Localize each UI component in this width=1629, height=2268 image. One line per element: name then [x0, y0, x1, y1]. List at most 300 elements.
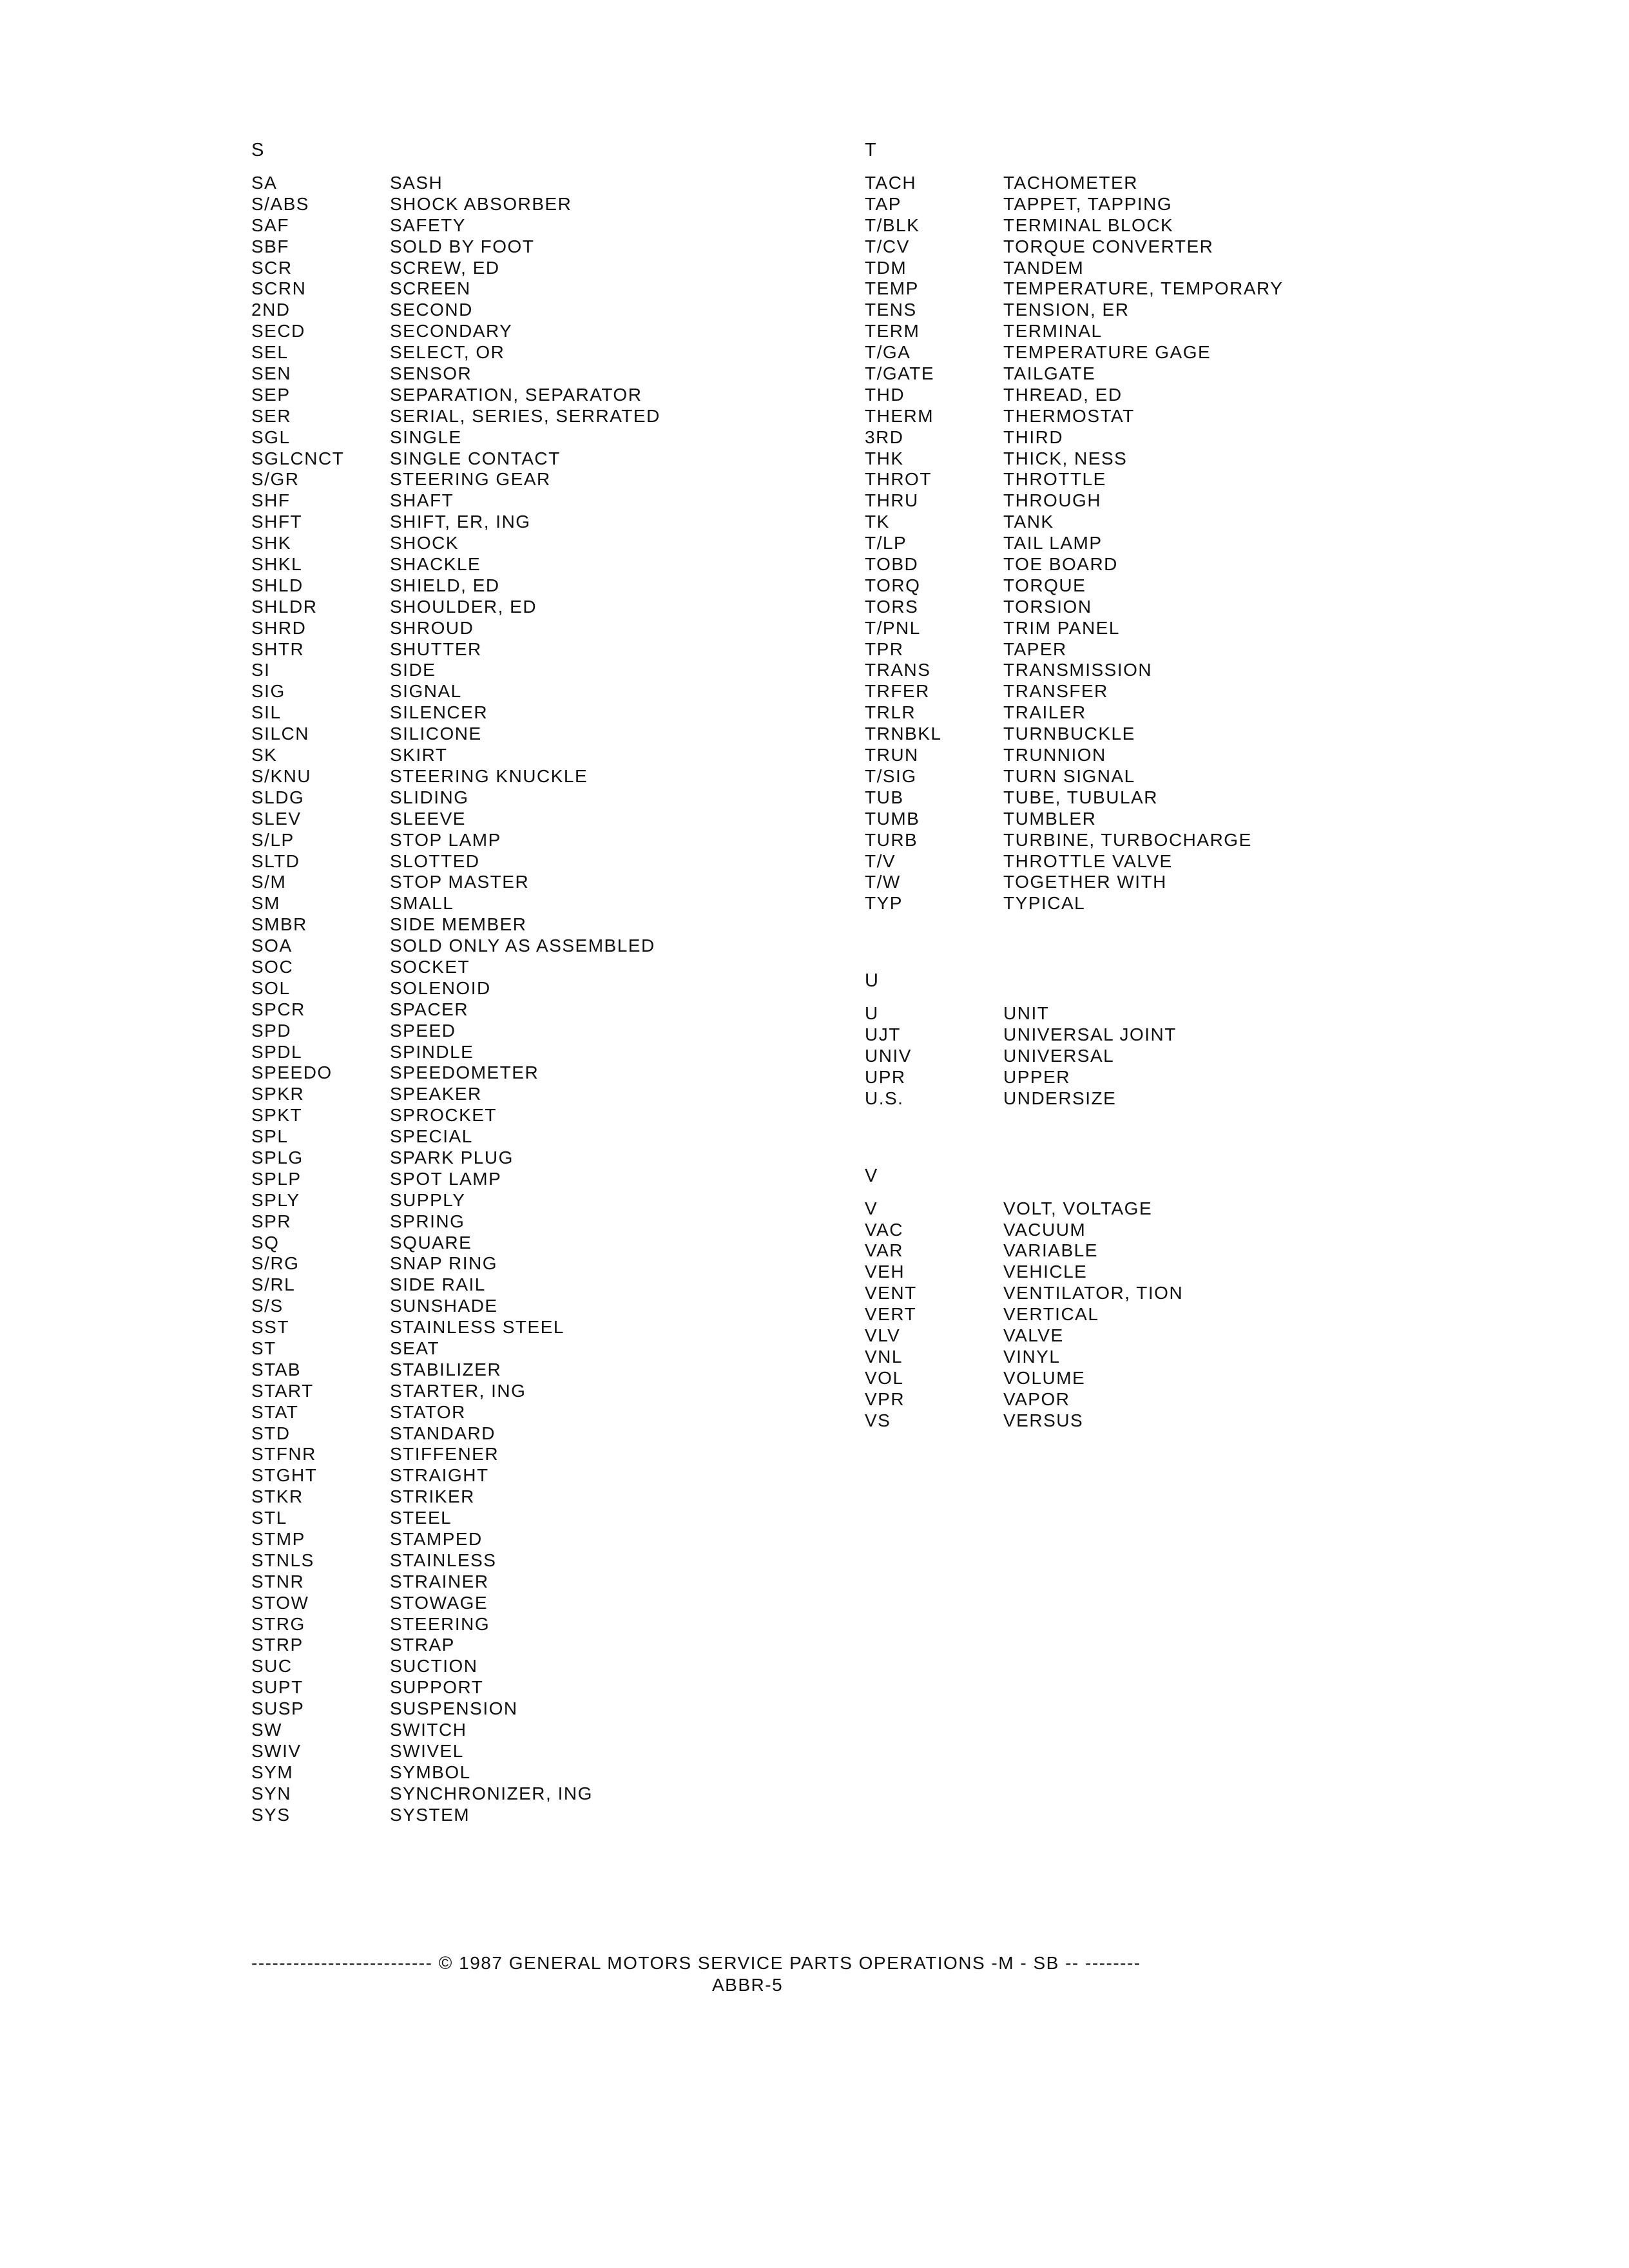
abbreviation-row	[251, 936, 831, 957]
abbreviation-row	[251, 533, 831, 554]
abbreviation-row	[251, 1296, 831, 1317]
abbreviation-row	[251, 1084, 831, 1105]
term: SYNCHRONIZER, ING	[390, 1783, 593, 1803]
abbreviation-row	[865, 173, 1380, 194]
abbreviation-row	[251, 342, 831, 363]
term: VERSUS	[1003, 1410, 1084, 1430]
abbreviation-row	[251, 448, 831, 470]
abbreviation: SHKL	[251, 554, 303, 575]
abbreviation: STRG	[251, 1613, 305, 1634]
term: SINGLE CONTACT	[390, 448, 561, 468]
abbreviation-row	[251, 702, 831, 724]
abbreviation-row	[251, 999, 831, 1021]
term: SENSOR	[390, 363, 472, 384]
abbreviation: SK	[251, 745, 278, 765]
abbreviation: VAR	[865, 1240, 903, 1261]
term: VARIABLE	[1003, 1240, 1098, 1261]
abbreviation-row	[251, 1486, 831, 1508]
abbreviation-row	[865, 278, 1380, 300]
abbreviation: SI	[251, 660, 271, 680]
abbreviation: STMP	[251, 1529, 305, 1549]
term: VOLUME	[1003, 1367, 1086, 1388]
abbreviation-row	[251, 1211, 831, 1233]
abbreviation: S/RL	[251, 1274, 296, 1295]
abbreviation-row	[251, 385, 831, 406]
abbreviation: T/PNL	[865, 617, 921, 638]
term: UNIT	[1003, 1003, 1050, 1024]
abbreviation-row	[865, 1024, 1380, 1046]
abbreviation: SM	[251, 893, 280, 914]
abbreviation-row	[865, 1220, 1380, 1241]
abbreviation: UJT	[865, 1024, 901, 1045]
abbreviation-row	[251, 766, 831, 787]
abbreviation-row	[865, 300, 1380, 321]
abbreviation-row	[251, 490, 831, 512]
term: SHROUD	[390, 617, 474, 638]
abbreviation-row	[865, 766, 1380, 787]
term: SOLD ONLY AS ASSEMBLED	[390, 936, 655, 956]
abbreviation: SPDL	[251, 1041, 303, 1062]
abbreviation: STOW	[251, 1592, 309, 1613]
term: SAFETY	[390, 215, 466, 235]
abbreviation-row	[251, 258, 831, 279]
term: SOCKET	[390, 956, 470, 977]
abbreviation: VS	[865, 1410, 891, 1430]
abbreviation: S/LP	[251, 829, 294, 850]
term: UNDERSIZE	[1003, 1088, 1117, 1108]
term: SYMBOL	[390, 1762, 471, 1782]
term: UPPER	[1003, 1066, 1070, 1087]
abbreviation-row	[865, 1325, 1380, 1347]
abbreviation-row	[251, 1465, 831, 1486]
abbreviation-row	[251, 851, 831, 872]
abbreviation-row	[865, 512, 1380, 533]
abbreviation: STL	[251, 1508, 287, 1528]
abbreviation: S/S	[251, 1296, 284, 1316]
abbreviation-row	[865, 427, 1380, 448]
term: SASH	[390, 173, 443, 193]
term: STEERING	[390, 1613, 490, 1634]
term: TORQUE	[1003, 575, 1086, 595]
abbreviation: SPLP	[251, 1168, 302, 1189]
abbreviation-row	[865, 194, 1380, 215]
term: SHIFT, ER, ING	[390, 512, 531, 532]
abbreviation: STD	[251, 1423, 291, 1443]
abbreviation: UPR	[865, 1066, 906, 1087]
term: UNIVERSAL JOINT	[1003, 1024, 1177, 1045]
abbreviation-row	[251, 787, 831, 809]
abbreviation-row	[251, 469, 831, 490]
abbreviation: SWIV	[251, 1740, 302, 1761]
abbreviation: VOL	[865, 1367, 904, 1388]
abbreviation-row	[251, 278, 831, 300]
abbreviation: SLDG	[251, 787, 305, 807]
term: TRANSFER	[1003, 681, 1108, 702]
term: THERMOSTAT	[1003, 405, 1135, 426]
term: SWIVEL	[390, 1740, 464, 1761]
abbreviation-row	[251, 872, 831, 893]
abbreviation-row	[251, 1614, 831, 1635]
term: TENSION, ER	[1003, 300, 1130, 320]
abbreviation-row	[251, 1233, 831, 1254]
term: SLIDING	[390, 787, 469, 807]
abbreviation-row	[865, 893, 1380, 914]
term: SEPARATION, SEPARATOR	[390, 384, 642, 405]
abbreviation: SGLCNCT	[251, 448, 345, 468]
term: STRIKER	[390, 1486, 475, 1507]
abbreviation: SST	[251, 1317, 289, 1338]
abbreviation-row	[251, 1677, 831, 1698]
abbreviation-row	[251, 1593, 831, 1614]
abbreviation: TACH	[865, 173, 917, 193]
abbreviation-row	[251, 1635, 831, 1656]
term: TAPER	[1003, 639, 1067, 659]
term: SPEEDOMETER	[390, 1062, 539, 1083]
abbreviation-row	[251, 554, 831, 575]
abbreviation: SEP	[251, 384, 291, 405]
abbreviation-row	[865, 1088, 1380, 1110]
abbreviation: SYM	[251, 1762, 294, 1782]
term: SMALL	[390, 893, 454, 914]
abbreviation: SHF	[251, 490, 291, 511]
term: SIDE	[390, 660, 436, 680]
abbreviation: SHLDR	[251, 596, 318, 617]
abbreviation: SPKR	[251, 1084, 305, 1104]
term: STARTER, ING	[390, 1380, 526, 1401]
abbreviation-row	[251, 1720, 831, 1741]
abbreviation: TRUN	[865, 745, 919, 765]
abbreviation: SAF	[251, 215, 289, 235]
abbreviation-row	[251, 1274, 831, 1296]
abbreviation-row	[251, 893, 831, 914]
abbreviation: TORQ	[865, 575, 921, 595]
abbreviation-row	[251, 1338, 831, 1360]
abbreviation: VPR	[865, 1389, 905, 1409]
abbreviation: SYN	[251, 1783, 292, 1803]
term: STRAINER	[390, 1571, 489, 1591]
abbreviation: THROT	[865, 469, 932, 490]
abbreviation: STGHT	[251, 1465, 318, 1486]
term: SUPPLY	[390, 1189, 466, 1210]
abbreviation: SA	[251, 173, 278, 193]
abbreviation: S/ABS	[251, 193, 309, 214]
term: SUSPENSION	[390, 1698, 518, 1719]
abbreviation: TEMP	[865, 278, 919, 299]
abbreviation-row	[865, 448, 1380, 470]
abbreviation: SBF	[251, 236, 289, 256]
abbreviation: SLEV	[251, 808, 302, 829]
abbreviation: SPCR	[251, 999, 305, 1019]
abbreviation: THD	[865, 384, 905, 405]
term: TAIL LAMP	[1003, 533, 1103, 553]
term: SKIRT	[390, 745, 448, 765]
abbreviation-row	[865, 1240, 1380, 1262]
term: THROUGH	[1003, 490, 1102, 511]
term: TURBINE, TURBOCHARGE	[1003, 829, 1252, 850]
abbreviation: SPLG	[251, 1147, 304, 1168]
abbreviation-row	[251, 618, 831, 639]
term: SPROCKET	[390, 1105, 497, 1126]
abbreviation: UNIV	[865, 1045, 912, 1066]
term: TRANSMISSION	[1003, 660, 1153, 680]
abbreviation-row	[251, 321, 831, 342]
abbreviation: STFNR	[251, 1444, 316, 1465]
abbreviation: SGL	[251, 427, 291, 447]
abbreviation: STNLS	[251, 1550, 314, 1570]
abbreviation-row	[865, 575, 1380, 597]
abbreviation: SHFT	[251, 512, 303, 532]
abbreviation-row	[865, 597, 1380, 618]
abbreviation-row	[251, 236, 831, 258]
term: VAPOR	[1003, 1389, 1070, 1409]
term: TOE BOARD	[1003, 554, 1118, 575]
term: SPARK PLUG	[390, 1147, 514, 1168]
term: STEEL	[390, 1508, 452, 1528]
abbreviation: SOC	[251, 956, 294, 977]
abbreviation-row	[865, 1283, 1380, 1304]
abbreviation-row	[865, 490, 1380, 512]
abbreviation-row	[865, 639, 1380, 660]
abbreviation-row	[865, 236, 1380, 258]
abbreviation: THERM	[865, 405, 934, 426]
abbreviation-row	[251, 1042, 831, 1063]
term: THICK, NESS	[1003, 448, 1128, 468]
term: SCREEN	[390, 278, 471, 299]
abbreviation-row	[251, 512, 831, 533]
abbreviation-row	[251, 724, 831, 745]
abbreviation-row	[251, 1444, 831, 1465]
abbreviation: SHTR	[251, 639, 305, 659]
abbreviation: SPLY	[251, 1189, 300, 1210]
abbreviation: TDM	[865, 257, 907, 278]
abbreviation: T/SIG	[865, 765, 917, 786]
abbreviation: S/GR	[251, 469, 300, 490]
term: UNIVERSAL	[1003, 1045, 1115, 1066]
term: SELECT, OR	[390, 342, 505, 363]
abbreviation-row	[251, 914, 831, 936]
abbreviation: SMBR	[251, 914, 307, 935]
page-footer	[251, 1952, 1398, 1995]
term: STEERING KNUCKLE	[390, 765, 588, 786]
term: SYSTEM	[390, 1804, 470, 1825]
abbreviation-row	[251, 575, 831, 597]
term: TYPICAL	[1003, 893, 1086, 914]
term: STANDARD	[390, 1423, 496, 1443]
abbreviation-row	[251, 1741, 831, 1762]
abbreviation-row	[251, 1783, 831, 1805]
abbreviation: THK	[865, 448, 904, 468]
abbreviation: SUSP	[251, 1698, 305, 1719]
abbreviation: S/M	[251, 872, 287, 892]
abbreviation-row	[251, 300, 831, 321]
abbreviation-row	[865, 469, 1380, 490]
abbreviation-row	[865, 258, 1380, 279]
term: TAILGATE	[1003, 363, 1096, 384]
abbreviation: ST	[251, 1338, 276, 1358]
abbreviation-row	[251, 1550, 831, 1571]
abbreviation: 2ND	[251, 300, 291, 320]
term: TERMINAL BLOCK	[1003, 215, 1174, 235]
term: SIDE MEMBER	[390, 914, 527, 935]
term: SHIELD, ED	[390, 575, 500, 595]
abbreviation: VERT	[865, 1304, 917, 1325]
term: THIRD	[1003, 427, 1064, 447]
term: TANK	[1003, 512, 1054, 532]
abbreviation-row	[865, 1347, 1380, 1368]
term: SPECIAL	[390, 1126, 473, 1147]
abbreviation-row	[251, 1126, 831, 1148]
abbreviation-row	[251, 215, 831, 236]
term: TANDEM	[1003, 257, 1084, 278]
abbreviation-row	[251, 1360, 831, 1381]
term: SHAFT	[390, 490, 454, 511]
abbreviation-row	[251, 830, 831, 851]
page-number: ABBR-5	[712, 1975, 784, 1995]
abbreviation-row	[251, 1571, 831, 1593]
term: STAINLESS	[390, 1550, 497, 1570]
abbreviation: SILCN	[251, 724, 309, 744]
abbreviation-row	[251, 660, 831, 681]
abbreviation: SEL	[251, 342, 289, 363]
abbreviation: S/RG	[251, 1253, 300, 1274]
abbreviation-row	[865, 1410, 1380, 1432]
abbreviation: V	[865, 1198, 878, 1218]
abbreviation: STRP	[251, 1635, 304, 1655]
term: STAMPED	[390, 1529, 483, 1549]
abbreviation: VNL	[865, 1346, 903, 1367]
abbreviation: THRU	[865, 490, 919, 511]
section-letter: V	[865, 1165, 878, 1186]
abbreviation: SEN	[251, 363, 292, 384]
abbreviation: TAP	[865, 193, 901, 214]
term: TORQUE CONVERTER	[1003, 236, 1214, 256]
abbreviation-row	[251, 809, 831, 830]
abbreviation: SIG	[251, 681, 285, 702]
abbreviation: TK	[865, 512, 890, 532]
abbreviation: 3RD	[865, 427, 904, 447]
term: VEHICLE	[1003, 1262, 1088, 1282]
term: SIGNAL	[390, 681, 462, 702]
term: TRIM PANEL	[1003, 617, 1120, 638]
term: THREAD, ED	[1003, 384, 1123, 405]
abbreviation: SUPT	[251, 1677, 304, 1698]
abbreviation-row	[865, 385, 1380, 406]
term: SEAT	[390, 1338, 440, 1358]
abbreviation-row	[865, 745, 1380, 766]
abbreviation-row	[865, 363, 1380, 385]
term: TUMBLER	[1003, 808, 1097, 829]
term: SQUARE	[390, 1232, 472, 1253]
abbreviation: SPKT	[251, 1105, 303, 1126]
term: TEMPERATURE, TEMPORARY	[1003, 278, 1284, 299]
term: STATOR	[390, 1401, 466, 1422]
abbreviation-row	[865, 554, 1380, 575]
term: SPEAKER	[390, 1084, 482, 1104]
abbreviation: T/W	[865, 872, 901, 892]
term: SWITCH	[390, 1720, 467, 1740]
term: SUPPORT	[390, 1677, 484, 1698]
abbreviation: VLV	[865, 1325, 901, 1345]
abbreviation-row	[865, 702, 1380, 724]
term: SILENCER	[390, 702, 488, 723]
abbreviation-row	[865, 618, 1380, 639]
term: SCREW, ED	[390, 257, 500, 278]
abbreviation-row	[251, 194, 831, 215]
term: SPINDLE	[390, 1041, 474, 1062]
term: TACHOMETER	[1003, 173, 1138, 193]
abbreviation-row	[251, 1169, 831, 1190]
term: SPACER	[390, 999, 469, 1019]
term: VALVE	[1003, 1325, 1064, 1345]
abbreviation: SHLD	[251, 575, 304, 595]
term: SECONDARY	[390, 321, 513, 341]
abbreviation: STKR	[251, 1486, 304, 1507]
abbreviation: TORS	[865, 596, 919, 617]
abbreviation-row	[865, 724, 1380, 745]
left-column	[251, 129, 831, 1825]
term: TRAILER	[1003, 702, 1086, 723]
abbreviation-row	[865, 1046, 1380, 1067]
term: SOLD BY FOOT	[390, 236, 535, 256]
term: TOGETHER WITH	[1003, 872, 1167, 892]
abbreviation-row	[865, 787, 1380, 809]
abbreviation-row	[865, 321, 1380, 342]
abbreviation-row	[251, 1508, 831, 1529]
term: SUNSHADE	[390, 1296, 498, 1316]
abbreviation: TRFER	[865, 681, 930, 702]
abbreviation-row	[865, 533, 1380, 554]
abbreviation: T/LP	[865, 533, 907, 553]
abbreviation-row	[251, 1402, 831, 1423]
term: VINYL	[1003, 1346, 1061, 1367]
copyright-line: -------------------------- © 1987 GENERAL MOTORS SERVICE PARTS OPERATIONS -M - SB -- --------	[251, 1953, 1141, 1973]
abbreviation-row	[865, 809, 1380, 830]
section-letter: T	[865, 140, 877, 160]
abbreviation: TUMB	[865, 808, 920, 829]
abbreviation: SCR	[251, 257, 293, 278]
abbreviation: TRLR	[865, 702, 916, 723]
term: STOP MASTER	[390, 872, 530, 892]
abbreviation-row	[865, 1368, 1380, 1389]
term: TEMPERATURE GAGE	[1003, 342, 1211, 363]
abbreviation: SOL	[251, 977, 291, 998]
term: TUBE, TUBULAR	[1003, 787, 1158, 807]
abbreviation: SER	[251, 405, 292, 426]
term: SHOCK ABSORBER	[390, 193, 572, 214]
abbreviation-row	[865, 1198, 1380, 1220]
abbreviation: T/BLK	[865, 215, 920, 235]
abbreviation-row	[865, 1389, 1380, 1410]
abbreviation-row	[251, 1190, 831, 1211]
term: SLEEVE	[390, 808, 466, 829]
term: SPEED	[390, 1020, 456, 1041]
term: STRAP	[390, 1635, 455, 1655]
abbreviation: T/GA	[865, 342, 911, 363]
term: TRUNNION	[1003, 745, 1106, 765]
abbreviation-row	[865, 872, 1380, 893]
term: SLOTTED	[390, 850, 480, 871]
section-gap	[865, 1110, 1380, 1155]
abbreviation: SPEEDO	[251, 1062, 333, 1083]
abbreviation: TENS	[865, 300, 917, 320]
abbreviation: TOBD	[865, 554, 919, 575]
abbreviation: S/KNU	[251, 765, 312, 786]
abbreviation-row	[865, 1003, 1380, 1024]
term: SHOCK	[390, 533, 459, 553]
term: VOLT, VOLTAGE	[1003, 1198, 1153, 1218]
section-letter: U	[865, 970, 879, 992]
term: STEERING GEAR	[390, 469, 551, 490]
